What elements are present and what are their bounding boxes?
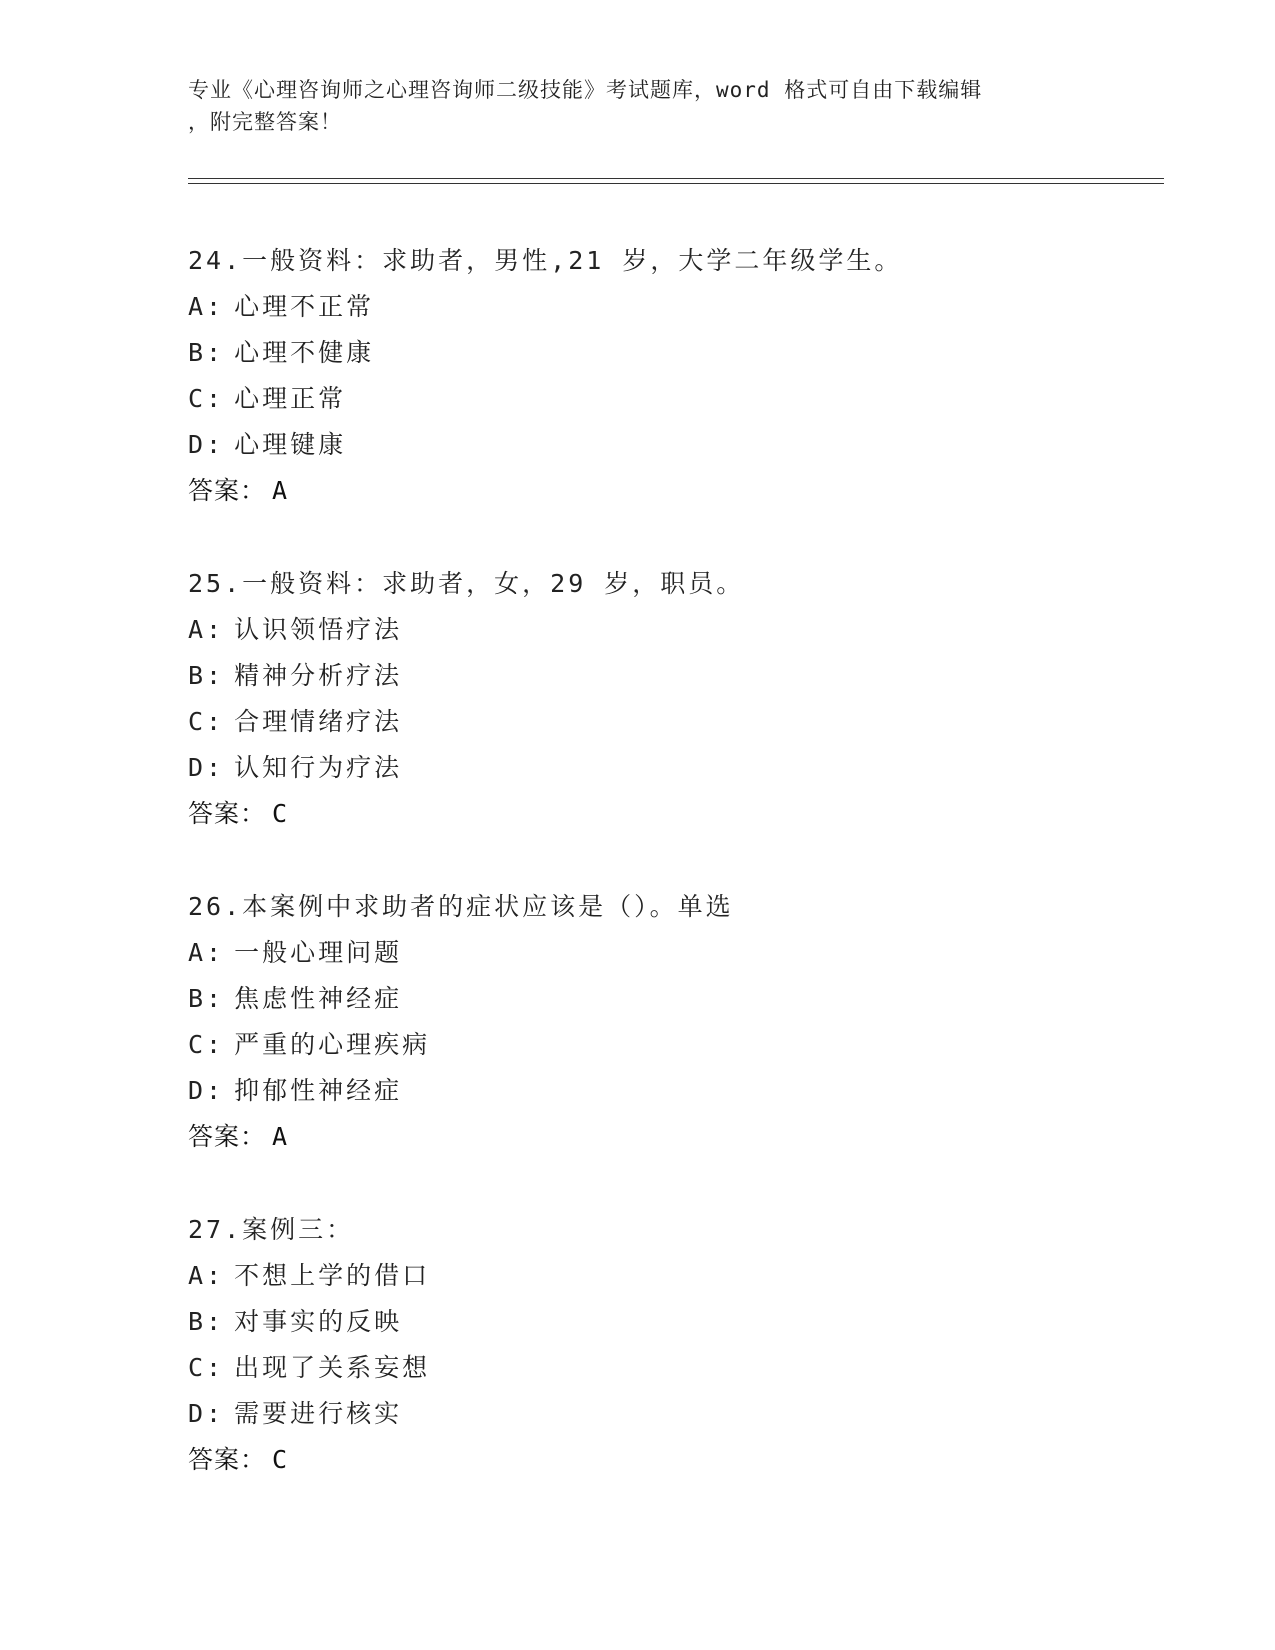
- option-d: [188, 422, 1138, 468]
- option-letter: C:: [188, 1353, 225, 1382]
- answer-value: C: [272, 1445, 289, 1474]
- option-text: 对事实的反映: [234, 1307, 403, 1336]
- question-list: [188, 238, 1138, 1530]
- question-item: [188, 1207, 1138, 1483]
- question-item: [188, 561, 1138, 837]
- header-rule-bottom: [188, 183, 1164, 184]
- option-letter: C:: [188, 1030, 225, 1059]
- option-letter: D:: [188, 1076, 225, 1105]
- option-c: [188, 1022, 1138, 1068]
- question-title: 25.一般资料：求助者，女，29 岁，职员。: [188, 569, 745, 598]
- option-text: 焦虑性神经症: [234, 984, 403, 1013]
- document-header: [188, 74, 1088, 138]
- header-line-1: 专业《心理咨询师之心理咨询师二级技能》考试题库，word 格式可自由下载编辑: [188, 78, 983, 102]
- question-title: 26.本案例中求助者的症状应该是（）。单选: [188, 892, 734, 921]
- option-a: [188, 607, 1138, 653]
- answer-label: 答案：: [188, 1122, 267, 1151]
- option-text: 严重的心理疾病: [234, 1030, 431, 1059]
- option-text: 心理不正常: [234, 292, 375, 321]
- answer-value: C: [272, 799, 289, 828]
- option-letter: D:: [188, 753, 225, 782]
- header-line-2: ，附完整答案！: [188, 110, 342, 134]
- option-text: 精神分析疗法: [234, 661, 403, 690]
- option-text: 心理正常: [234, 384, 347, 413]
- option-text: 一般心理问题: [234, 938, 403, 967]
- option-a: [188, 930, 1138, 976]
- option-text: 需要进行核实: [234, 1399, 403, 1428]
- option-text: 心理键康: [234, 430, 347, 459]
- answer-label: 答案：: [188, 1445, 267, 1474]
- answer-label: 答案：: [188, 476, 267, 505]
- option-b: [188, 1299, 1138, 1345]
- answer-line: [188, 1114, 1138, 1160]
- option-letter: A:: [188, 938, 225, 967]
- option-d: [188, 1391, 1138, 1437]
- option-text: 心理不健康: [234, 338, 375, 367]
- option-b: [188, 976, 1138, 1022]
- option-letter: A:: [188, 1261, 225, 1290]
- option-a: [188, 1253, 1138, 1299]
- question-title: 24.一般资料：求助者，男性,21 岁，大学二年级学生。: [188, 246, 903, 275]
- option-b: [188, 330, 1138, 376]
- question-item: [188, 238, 1138, 514]
- question-item: [188, 884, 1138, 1160]
- option-c: [188, 376, 1138, 422]
- answer-line: [188, 791, 1138, 837]
- option-text: 出现了关系妄想: [234, 1353, 431, 1382]
- option-letter: B:: [188, 661, 225, 690]
- option-letter: C:: [188, 384, 225, 413]
- option-letter: C:: [188, 707, 225, 736]
- option-letter: A:: [188, 292, 225, 321]
- answer-line: [188, 1437, 1138, 1483]
- option-letter: B:: [188, 338, 225, 367]
- option-d: [188, 745, 1138, 791]
- option-b: [188, 653, 1138, 699]
- option-text: 合理情绪疗法: [234, 707, 403, 736]
- option-text: 认知行为疗法: [234, 753, 403, 782]
- option-letter: D:: [188, 430, 225, 459]
- option-letter: A:: [188, 615, 225, 644]
- answer-value: A: [272, 476, 289, 505]
- option-c: [188, 699, 1138, 745]
- answer-line: [188, 468, 1138, 514]
- header-rule-top: [188, 178, 1164, 179]
- option-c: [188, 1345, 1138, 1391]
- option-text: 抑郁性神经症: [234, 1076, 403, 1105]
- option-text: 认识领悟疗法: [234, 615, 403, 644]
- question-title: 27.案例三：: [188, 1215, 355, 1244]
- option-a: [188, 284, 1138, 330]
- option-d: [188, 1068, 1138, 1114]
- answer-value: A: [272, 1122, 289, 1151]
- answer-label: 答案：: [188, 799, 267, 828]
- option-text: 不想上学的借口: [234, 1261, 431, 1290]
- option-letter: B:: [188, 984, 225, 1013]
- option-letter: D:: [188, 1399, 225, 1428]
- option-letter: B:: [188, 1307, 225, 1336]
